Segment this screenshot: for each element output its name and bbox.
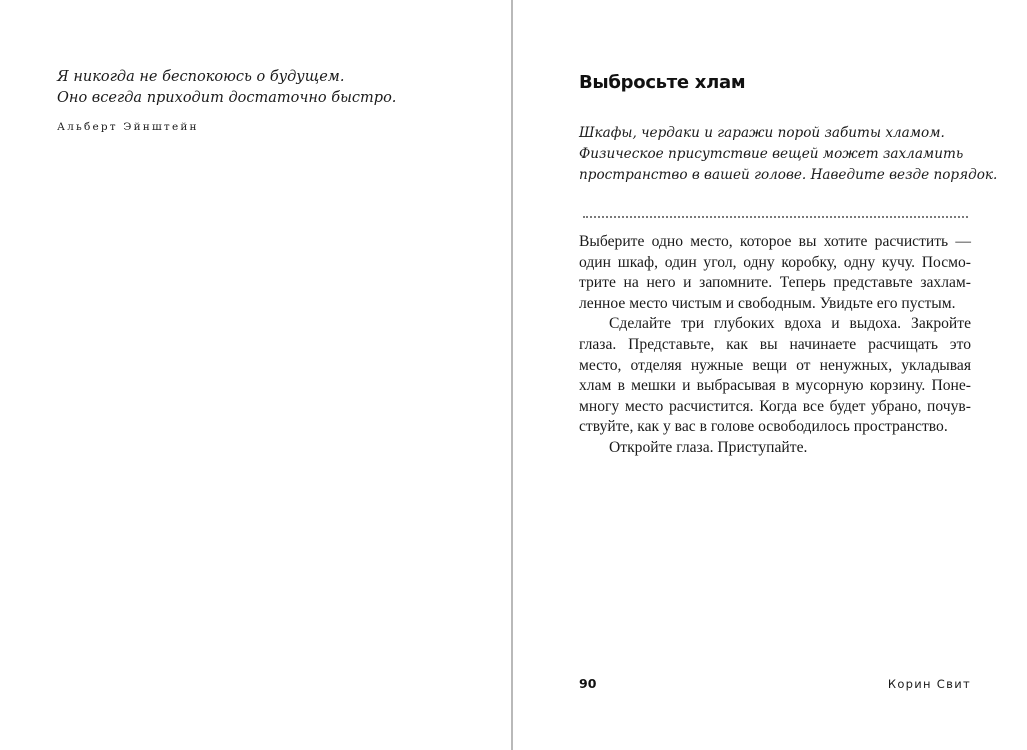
body-line: Выберите одно место, которое вы хотите расчистить —: [579, 233, 971, 250]
intro-line: Физическое присутствие вещей может захламить: [579, 146, 964, 162]
epigraph-quote: [57, 67, 477, 109]
body-line: Откройте глаза. Приступайте.: [609, 438, 808, 456]
body-line: один шкаф, один угол, одну коробку, одну кучу. Посмо-: [579, 253, 971, 271]
epigraph-line: Я никогда не беспокоюсь о будущем.: [57, 69, 345, 85]
body-line: многу место расчистится. Когда все будет убрано, почув-: [579, 397, 971, 415]
running-head-author: Корин Свит: [887, 677, 971, 691]
left-page: [0, 0, 511, 750]
body-line: место, отделяя нужные вещи от ненужных, укладывая: [579, 356, 971, 374]
epigraph-line: Оно всегда приходит достаточно быстро.: [57, 90, 397, 106]
intro-text: [579, 123, 998, 186]
body-line: хлам в мешки и выбрасывая в мусорную корзину. Поне-: [579, 377, 971, 395]
chapter-title: Выбросьте хлам: [579, 72, 746, 93]
epigraph-author: Альберт Эйнштейн: [57, 121, 199, 133]
body-line: ствуйте, как у вас в голове освободилось пространство.: [579, 418, 948, 436]
intro-line: Шкафы, чердаки и гаражи порой забиты хламом.: [579, 125, 945, 141]
body-text: [579, 232, 971, 459]
body-line: Сделайте три глубоких вдоха и выдоха. Закройте: [609, 315, 971, 333]
dotted-separator: [583, 216, 968, 218]
page-number: 90: [579, 676, 597, 691]
body-line: глаза. Представьте, как вы начинаете расчищать это: [579, 335, 971, 353]
right-page: [513, 0, 1027, 750]
intro-line: пространство в вашей голове. Наведите везде порядок.: [579, 167, 998, 183]
body-line: трите на него и запомните. Теперь представьте захлам-: [579, 274, 971, 292]
body-line: ленное место чистым и свободным. Увидьте его пустым.: [579, 294, 956, 312]
